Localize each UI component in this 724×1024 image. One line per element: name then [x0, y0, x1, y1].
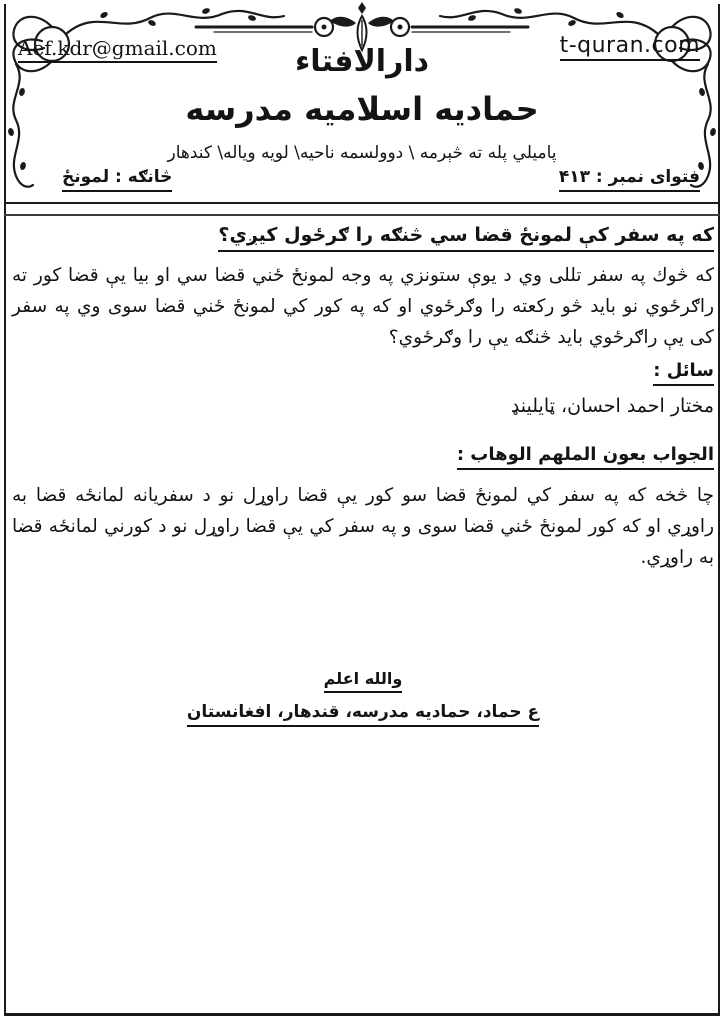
- org-title: دارالافتاء: [294, 44, 430, 79]
- question-heading-row: [12, 224, 714, 260]
- question-text: كه څوك په سفر تللى وي د يوې ستونزي په وجه لمونځ ځني قضا سي او بيا يې قضا كور ته راګرځوي نو بايد څو ركعته را وګرځوي او كه په كور كي لمونځ ځني قضا سوى وي په سفر كى يې راګرځوي بايد څنګه يې را وګرځوي؟: [12, 265, 714, 348]
- scroll-and-bud-ornament-icon: [330, 2, 394, 50]
- header-separator-rule: [4, 202, 720, 216]
- question-heading: كه په سفر كې لمونځ قضا سي څنګه را ګرځول كيږي؟: [218, 224, 714, 252]
- signature-row: [12, 702, 714, 727]
- madrasa-address: پاميلي پله ته څېرمه \ دوولسمه ناحيه\ لويه وياله\ كندهار: [167, 143, 557, 163]
- category-label: څانګه : لمونځ: [62, 167, 172, 192]
- answer-text: چا څخه كه په سفر كي لمونځ قضا سو كور يې قضا راوړل نو د سفريانه لمانځه قضا به راوړي او كه كور لمونځ ځني قضا سوى و په سفر كي يې قضا راوړل نو د كورني لمانځه قضا به راوړي.: [12, 485, 714, 568]
- asker-label-row: [12, 360, 714, 386]
- answer-heading: الجواب بعون الملهم الوهاب :: [457, 444, 714, 470]
- answer-heading-row: [12, 444, 714, 470]
- closing-formula: والله اعلم: [324, 669, 403, 693]
- asker-name: مختار احمد احسان، ټايلينډ: [510, 395, 714, 417]
- closing-formula-row: [12, 669, 714, 693]
- asker-label: سائل :: [653, 360, 714, 386]
- email-link[interactable]: Aef.kdr@gmail.com: [18, 36, 217, 63]
- fatwa-body: [12, 224, 714, 727]
- madrasa-name: حماديه اسلاميه مدرسه: [185, 90, 539, 128]
- website-link[interactable]: t-quran.com: [560, 33, 700, 61]
- closing-block: [12, 669, 714, 727]
- fatwa-number: فتوای نمبر : ۴۱۳: [559, 167, 700, 192]
- signature: ع حماد، حماديه مدرسه، قندهار، افغانستان: [187, 702, 539, 727]
